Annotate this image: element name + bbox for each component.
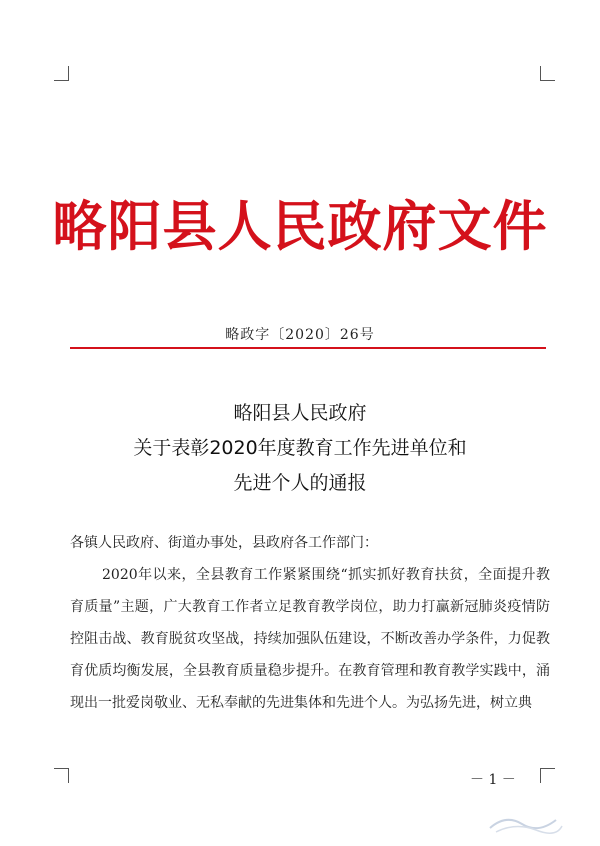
crop-mark-top-left [54,66,69,81]
crop-mark-bottom-right [540,768,555,783]
salutation: 各镇人民政府、街道办事处，县政府各工作部门： [70,535,378,551]
crop-mark-top-right [540,66,555,81]
watermark-logo-icon [486,810,566,836]
document-number: 略政字〔2020〕26号 [225,327,375,343]
title-line-2: 关于表彰2020年度教育工作先进单位和 [133,437,467,459]
document-masthead: 略阳县人民政府文件 [52,194,548,258]
body-paragraph: 2020年以来，全县教育工作紧紧围绕“抓实抓好教育扶贫，全面提升教育质量”主题，广大教育工作者立足教育教学岗位，助力打赢新冠肺炎疫情防控阻击战、教育脱贫攻坚战，持续加强队伍建设，不断改善办学条件，力促教育优质均衡发展，全县教育质量稳步提升。在教育管理和教育教学实践中，涌现出一批爱岗敬业、无私奉献的先进集体和先进个人。为弘扬先进，树立典 [70,567,550,711]
red-divider-line [70,347,546,349]
page-number: － 1 － [470,772,516,788]
document-body [70,527,550,719]
title-line-3: 先进个人的通报 [233,472,367,494]
title-line-1: 略阳县人民政府 [233,402,367,424]
crop-mark-bottom-left [54,768,69,783]
document-title [0,396,600,501]
